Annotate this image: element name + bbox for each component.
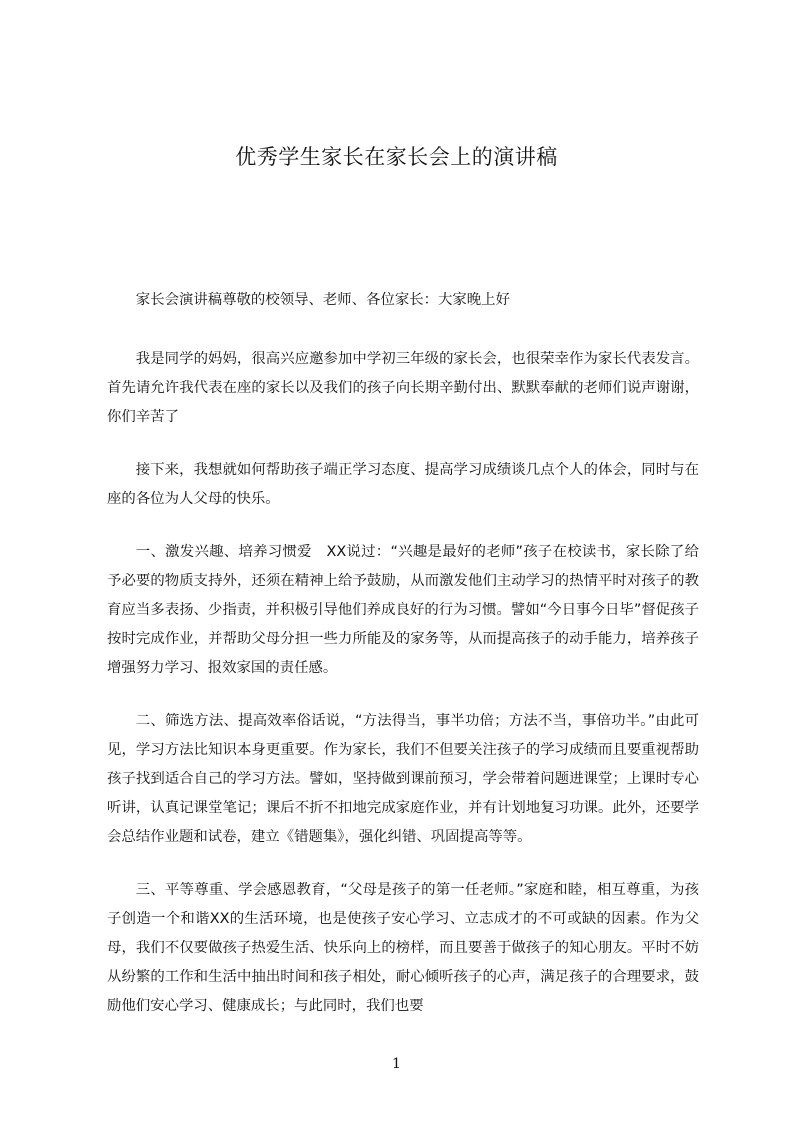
document-title: 优秀学生家长在家长会上的演讲稿 xyxy=(235,145,558,169)
paragraph-introduction: 我是同学的妈妈，很高兴应邀参加中学初三年级的家长会，也很荣幸作为家长代表发言。首先请允许我代表在座的家长以及我们的孩子向长期辛勤付出、默默奉献的老师们说声谢谢，你们辛苦了 xyxy=(107,351,699,425)
page-number: 1 xyxy=(392,1056,401,1072)
paragraph-point-two: 二、筛选方法、提高效率俗话说，“方法得当，事半功倍；方法不当，事倍功半。”由此可见，学习方法比知识本身更重要。作为家长，我们不但要关注孩子的学习成绩而且要重视帮助孩子找到适合自己的学习方法。譬如，坚持做到课前预习，学会带着问题进课堂；上课时专心听讲，认真记课堂笔记；课后不折不扣地完成家庭作业，并有计划地复习功课。此外，还要学会总结作业题和试卷，建立《错题集》，强化纠错、巩固提高等等。 xyxy=(107,713,699,845)
paragraph-transition: 接下来，我想就如何帮助孩子端正学习态度、提高学习成绩谈几点个人的体会，同时与在座的各位为人父母的快乐。 xyxy=(107,462,699,507)
paragraph-point-three: 三、平等尊重、学会感恩教育，“父母是孩子的第一任老师。”家庭和睦，相互尊重，为孩子创造一个和谐XX的生活环境，也是使孩子安心学习、立志成才的不可或缺的因素。作为父母，我们不仅要做孩子热爱生活、快乐向上的榜样，而且要善于做孩子的知心朋友。平时不妨从纷繁的工作和生活中抽出时间和孩子相处，耐心倾听孩子的心声，满足孩子的合理要求，鼓励他们安心学习、健康成长；与此同时，我们也要 xyxy=(107,882,699,1014)
document-body xyxy=(107,286,699,1045)
paragraph-point-one: 一、激发兴趣、培养习惯爱 XX说过：“兴趣是最好的老师”孩子在校读书，家长除了给予必要的物质支持外，还须在精神上给予鼓励，从而激发他们主动学习的热情平时对孩子的教育应当多表扬、少指责，并积极引导他们养成良好的行为习惯。譬如“今日事今日毕”督促孩子按时完成作业，并帮助父母分担一些力所能及的家务等，从而提高孩子的动手能力，培养孩子增强努力学习、报效家国的责任感。 xyxy=(107,544,699,676)
paragraph-greeting: 家长会演讲稿尊敬的校领导、老师、各位家长：大家晚上好 xyxy=(135,292,510,308)
